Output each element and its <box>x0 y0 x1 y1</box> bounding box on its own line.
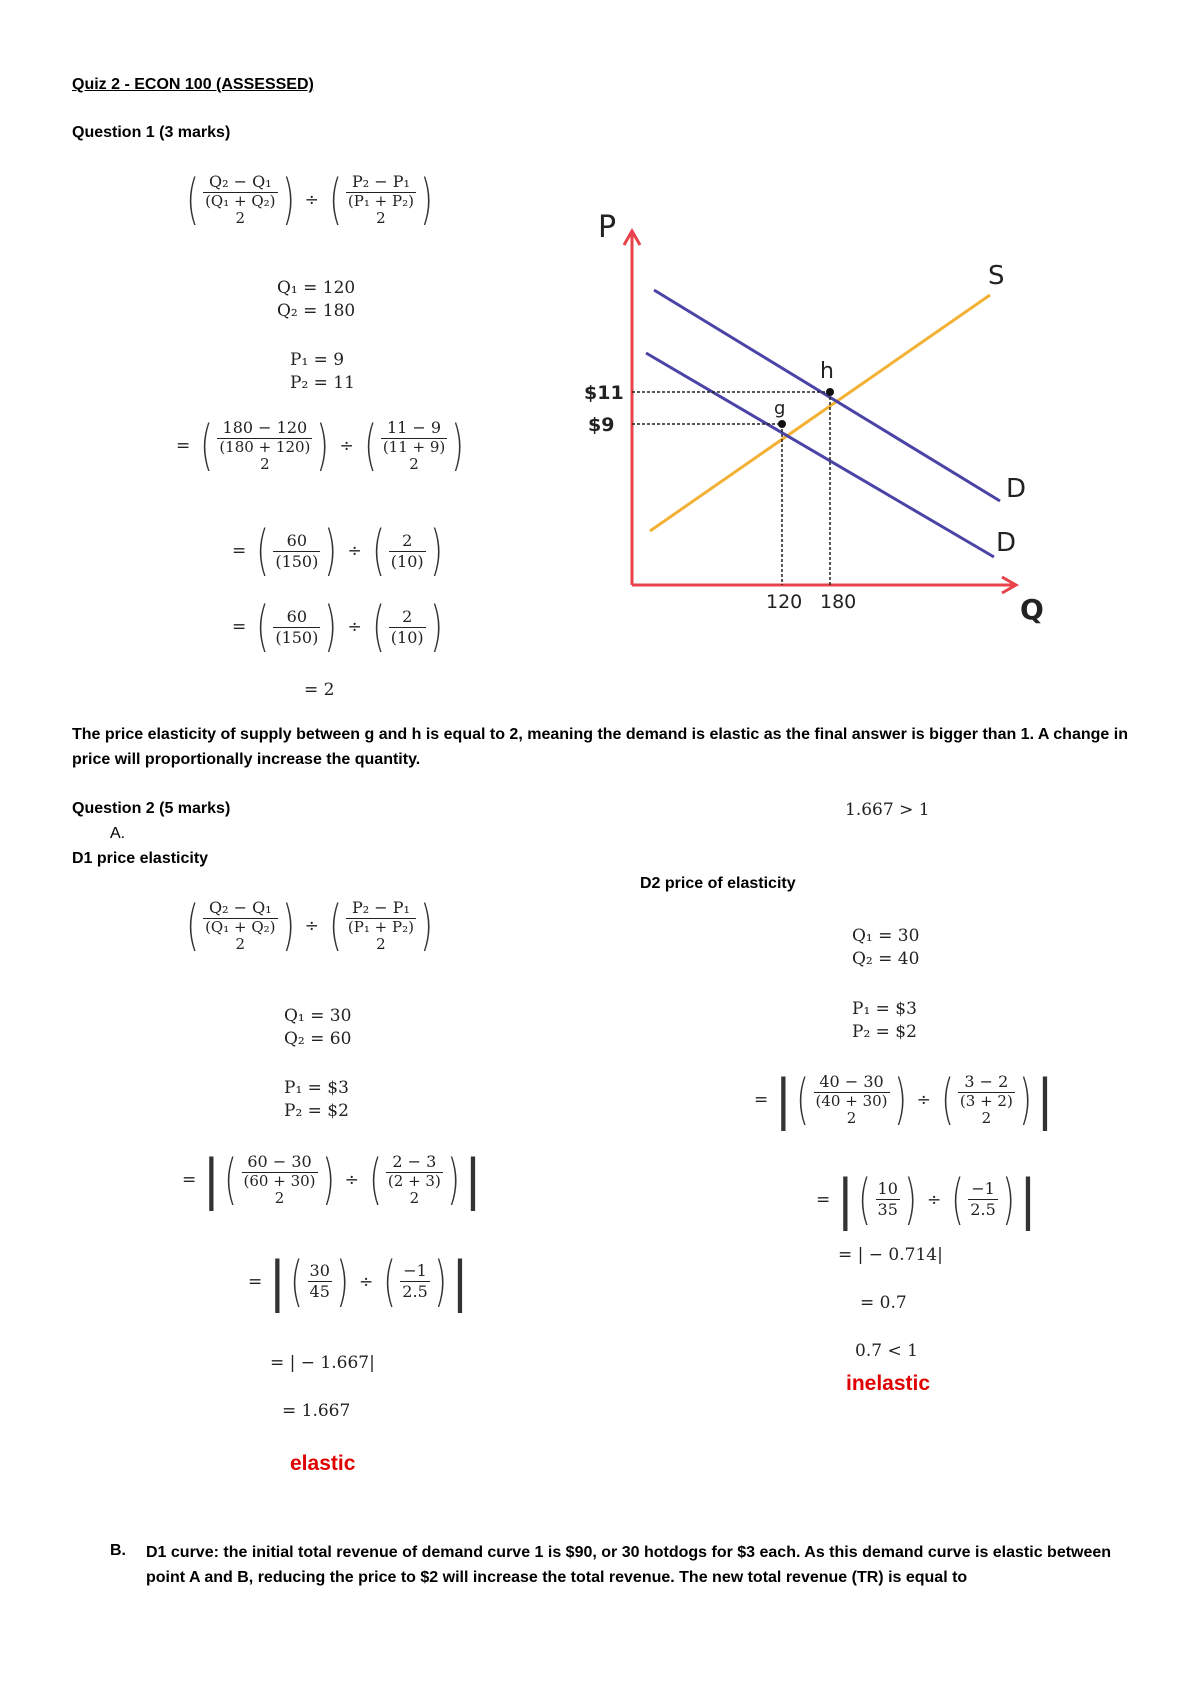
d1-given-p1: P₁ = $3 <box>284 1078 349 1098</box>
d2-value: = 0.7 <box>860 1293 907 1313</box>
question-1-heading: Question 1 (3 marks) <box>72 124 231 141</box>
demand-label-upper: D <box>1006 474 1027 504</box>
d1-verdict: elastic <box>290 1452 356 1475</box>
q1-given-q1: Q₁ = 120 <box>277 278 356 298</box>
point-g <box>778 420 786 428</box>
q-axis-label: Q <box>1020 593 1044 626</box>
d2-given-q1: Q₁ = 30 <box>852 926 920 946</box>
question-2-heading: Question 2 (5 marks) <box>72 800 231 817</box>
qty-120-label: 120 <box>766 591 803 613</box>
supply-label: S <box>988 261 1005 291</box>
d2-given-p1: P₁ = $3 <box>852 999 917 1019</box>
supply-curve <box>650 295 990 531</box>
q1-simplified-2: = ( $\frac{60}{(150)}$ ) ÷ ( $\frac{2}{(10)}$ ) <box>232 595 443 658</box>
point-h-label: h <box>820 359 834 384</box>
point-g-label: g <box>774 398 786 419</box>
d2-heading: D2 price of elasticity <box>640 875 796 892</box>
d2-verdict: inelastic <box>846 1372 931 1395</box>
q1-given-p2: P₂ = 11 <box>290 373 355 393</box>
d1-substitution: = |( 60 − 30 (60 + 30) 2 ) ÷ ( 2 − 3 (2 + 3) 2 )| <box>182 1147 483 1211</box>
d1-given-q2: Q₂ = 60 <box>284 1029 352 1049</box>
point-h <box>826 388 834 396</box>
price-11-label: $11 <box>584 382 624 404</box>
d2-given-p2: P₂ = $2 <box>852 1022 917 1042</box>
demand-label-lower: D <box>996 528 1017 558</box>
q1-explanation: The price elasticity of supply between g and h is equal to 2, meaning the demand is elastic as the final answer is bigger than 1. A change in price will proportionally increase the quantity. <box>72 726 1128 768</box>
d2-absolute: = | − 0.714| <box>838 1245 943 1265</box>
part-b-label: B. <box>110 1542 126 1559</box>
p-axis-label: P <box>598 210 617 245</box>
d1-absolute: = | − 1.667| <box>270 1353 375 1373</box>
demand-curve-2 <box>654 290 1000 501</box>
qty-180-label: 180 <box>820 591 857 613</box>
q1-substitution: = ( 180 − 120 (180 + 120) 2 ) ÷ ( 11 − 9 (11 + 9) 2 ) <box>176 413 465 477</box>
part-b-text: D1 curve: the initial total revenue of demand curve 1 is $90, or 30 hotdogs for $3 each. As this demand curve is elastic between point A and B, reducing the price to $2 will increase the total revenue. The new total revenue (TR) is equal to <box>146 1544 1112 1586</box>
q1-result: = 2 <box>304 680 335 700</box>
d2-simplified: = |( $\frac{10}{35}$ ) ÷ ( $\frac{-1}{2.5}$ )| <box>816 1167 1038 1231</box>
d2-substitution: = |( 40 − 30 (40 + 30) 2 ) ÷ ( 3 − 2 (3 + 2) 2 )| <box>754 1067 1055 1131</box>
q2-comparison-top: 1.667 > 1 <box>845 800 930 820</box>
price-9-label: $9 <box>588 414 615 436</box>
d2-comparison: 0.7 < 1 <box>855 1341 918 1361</box>
supply-demand-graph <box>584 210 1060 626</box>
q1-given-p1: P₁ = 9 <box>290 350 345 370</box>
q1-formula: ( Q₂ − Q₁ (Q₁ + Q₂) 2 ) ÷ ( P₂ − P₁ (P₁ + P₂) 2 ) <box>186 167 433 231</box>
d1-value: = 1.667 <box>282 1401 351 1421</box>
part-a-label: A. <box>110 825 126 842</box>
d1-formula: ( Q₂ − Q₁ (Q₁ + Q₂) 2 ) ÷ ( P₂ − P₁ (P₁ + P₂) 2 ) <box>186 893 433 957</box>
d1-heading: D1 price elasticity <box>72 850 209 867</box>
page-title: Quiz 2 - ECON 100 (ASSESSED) <box>72 76 314 93</box>
q1-simplified-1: = ( $\frac{60}{(150)}$ ) ÷ ( $\frac{2}{(10)}$ ) <box>232 519 443 582</box>
d1-simplified: = |( $\frac{30}{45}$ ) ÷ ( $\frac{-1}{2.5}$ )| <box>248 1249 470 1313</box>
d1-given-p2: P₂ = $2 <box>284 1101 349 1121</box>
d2-given-q2: Q₂ = 40 <box>852 949 920 969</box>
d1-given-q1: Q₁ = 30 <box>284 1006 352 1026</box>
q1-given-q2: Q₂ = 180 <box>277 301 356 321</box>
